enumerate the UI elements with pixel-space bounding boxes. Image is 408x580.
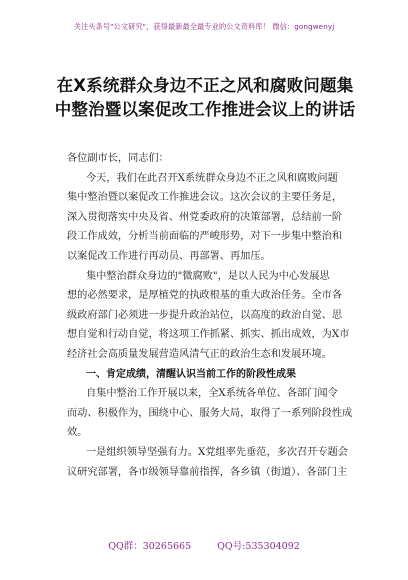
paragraph-line: 经济社会高质量发展营造风清气正的政治生态和发展环境。 xyxy=(67,348,332,360)
paragraph-line: 自集中整治工作开展以来，全X系统各单位、各部门闻令 xyxy=(86,388,338,400)
paragraph-line: 效。 xyxy=(67,427,88,439)
paragraph-line: 而动、积极作为，围绕中心、服务大局，取得了一系列阶段性成 xyxy=(67,407,353,419)
footer-contact xyxy=(0,538,408,552)
paragraph-line: 深入贯彻落实中央及省、州党委政府的决策部署，总结前一阶 xyxy=(67,211,343,223)
paragraph-line: 集中整治群众身边的"微腐败"，是以人民为中心发展思 xyxy=(86,270,330,282)
document-body xyxy=(67,147,359,482)
document-title xyxy=(50,74,360,122)
paragraph-line: 集中整治暨以案促改工作推进会议。这次会议的主要任务是， xyxy=(67,192,343,204)
salutation: 各位副市长，同志们： xyxy=(67,153,169,164)
paragraph-line: 级政府部门必须进一步提升政治站位，以高度的政治自觉、思 xyxy=(67,309,343,321)
paragraph-line: 一是组织领导坚强有力。X党组率先垂范，多次召开专题会 xyxy=(86,446,348,458)
title-line-1: 在X系统群众身边不正之风和腐败问题集 xyxy=(56,76,354,95)
title-line-2: 中整治暨以案促改工作推进会议上的讲话 xyxy=(54,100,356,119)
paragraph-line: 想自觉和行动自觉，将这项工作抓紧、抓实、抓出成效，为X市 xyxy=(67,329,350,341)
paragraph-line: 今天，我们在此召开X系统群众身边不正之风和腐败问题 xyxy=(86,172,338,184)
paragraph-line: 以案促改工作进行再动员、再部署、再加压。 xyxy=(67,250,271,262)
paragraph-line: 段工作成效，分析当前面临的严峻形势，对下一步集中整治和 xyxy=(67,231,343,243)
footer-qq-number: QQ号:535304092 xyxy=(217,541,300,552)
header-banner: 关注头条号"公文研究"，获得最新最全最专业的公文资料库！ 微信：gongwenyj xyxy=(73,22,335,31)
paragraph-line: 议研究部署，各市级领导靠前指挥，各乡镇（街道）、各部门主 xyxy=(67,466,348,478)
section-heading: 一、肯定成绩，清醒认识当前工作的阶段性成果 xyxy=(86,368,296,380)
paragraph-line: 想的必然要求，是厚植党的执政根基的重大政治任务。全市各 xyxy=(67,290,343,302)
footer-qq-group: QQ群：30265665 xyxy=(108,541,192,552)
